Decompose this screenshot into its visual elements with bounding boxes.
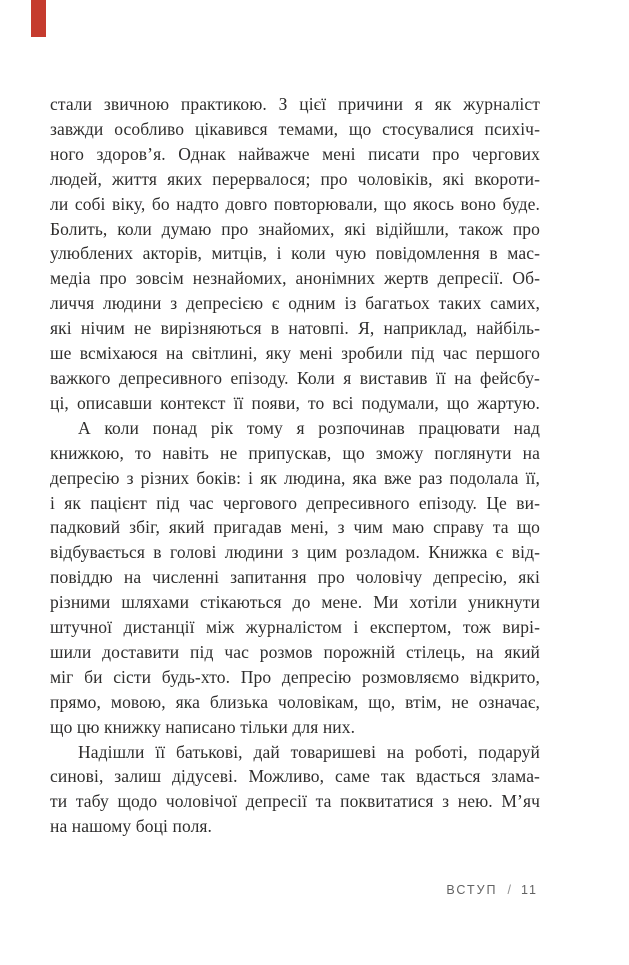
text-line: Болить, коли думаю про знайомих, які відійшли, також про [50,218,540,239]
text-line: ці, описавши контекст її появи, то всі подумали, що жартую. [50,392,540,413]
footer-separator: / [507,883,512,897]
text-line: книжкою, то навіть не припускав, що зможу поглянути на [50,442,540,463]
text-line: штучної дистанції між журналістом і експертом, тож вирі- [50,617,540,638]
text-line: важкого депресивного епізоду. Коли я виставив її на фейсбу- [50,367,540,388]
text-line: Надішли її батькові, дай товаришеві на роботі, подаруй [78,741,540,762]
text-line: А коли понад рік тому я розпочинав працювати над [78,417,540,438]
footer-chapter-label: ВСТУП [446,883,498,897]
text-line: медіа про зовсім незнайомих, анонімних жертв депресії. Об- [50,268,540,289]
text-line: людей, життя яких перервалося; про чоловіків, які вкороти- [50,168,540,189]
text-line: депресію з різних боків: і як людина, яка вже раз подолала її, [50,467,540,488]
text-line: ного здоров’я. Однак найважче мені писати про чергових [50,143,540,164]
text-line: ше всміхаюся на світлині, яку мені зробили під час першого [50,343,540,364]
footer-page-number: 11 [521,883,538,897]
page-footer [446,883,538,897]
text-line: на нашому боці поля. [50,816,213,837]
text-line: личчя людини з депресією є одним із багатьох таких самих, [50,293,540,314]
text-line: різними шляхами стікаються до мене. Ми хотіли уникнути [50,592,540,613]
text-line: завжди особливо цікавився темами, що стосувалися психіч- [50,118,540,139]
text-line: стали звичною практикою. З цієї причини я як журналіст [50,94,540,114]
text-line: прямо, мовою, яка близька чоловікам, що, втім, не означає, [50,691,540,712]
text-line: відбувається в голові людини з цим розладом. Книжка є від- [50,542,540,563]
text-line: улюблених акторів, митців, і коли чую повідомлення в мас- [50,243,540,264]
text-line: шили доставити під час розмов порожній стілець, на який [50,641,540,662]
text-line: повіддю на численні запитання про чоловічу депресію, які [50,567,540,588]
text-line: ли собі віку, бо надто довго повторювали, що якось воно буде. [50,193,540,214]
text-line: падковий збіг, який пригадав мені, з чим маю справу та що [50,517,540,538]
chapter-tab-marker [31,0,46,37]
text-line: синові, залиш дідусеві. Можливо, саме так вдасться злама- [50,766,540,787]
body-text [50,92,540,839]
text-line: міг би сісти будь-хто. Про депресію розмовляємо відкрито, [50,666,540,687]
text-line: і як пацієнт під час чергового депресивного епізоду. Це ви- [50,492,540,513]
text-line: що цю книжку написано тільки для них. [50,716,356,737]
text-line: ти табу щодо чоловічої депресії та поквитатися з нею. М’яч [50,791,540,812]
text-line: які нічим не вирізняються в натовпі. Я, наприклад, найбіль- [50,318,540,339]
